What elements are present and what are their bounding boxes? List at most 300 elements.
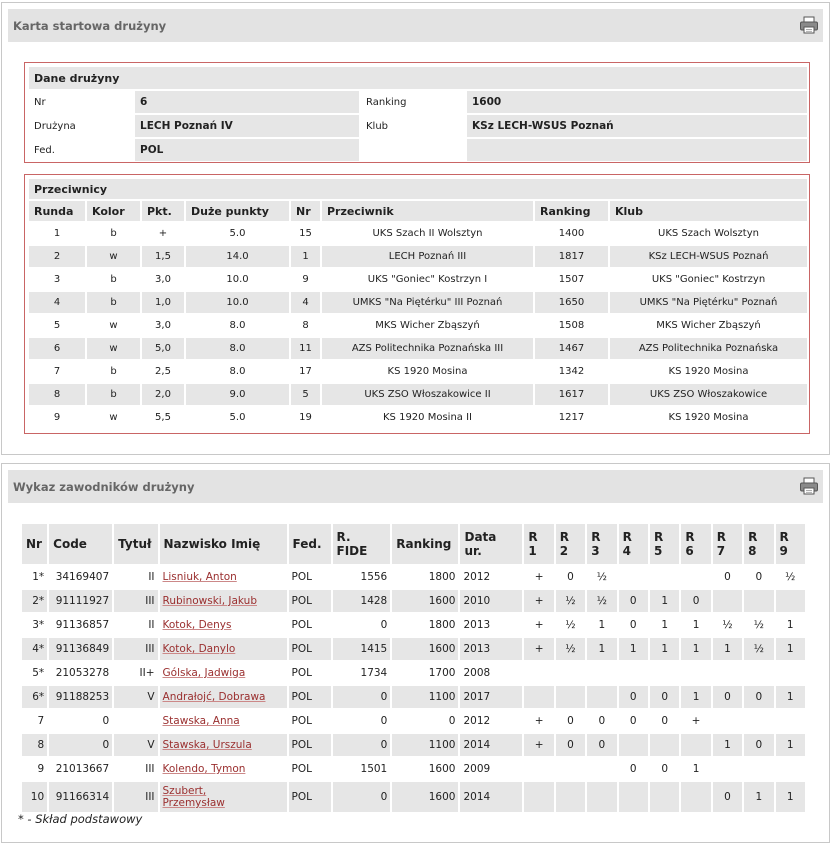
player-cell: 1501 <box>333 758 391 780</box>
opponent-cell: 8.0 <box>229 320 246 331</box>
player-cell: 0 <box>681 590 710 612</box>
player-cell <box>587 782 616 812</box>
opponent-cell: UMKS "Na Piętérku" Poznań <box>610 292 807 313</box>
player-name-link[interactable]: Kotok, Denys <box>162 619 232 631</box>
opponent-cell: w <box>109 320 118 331</box>
opponent-cell: 1 <box>291 246 320 267</box>
players-header-cell: R 1 <box>528 530 538 558</box>
opponent-cell: 9 <box>302 274 309 285</box>
player-cell: POL <box>289 614 331 636</box>
player-cell <box>114 710 157 732</box>
player-name-cell <box>160 662 287 684</box>
opponent-cell: 8.0 <box>186 338 289 359</box>
player-cell <box>776 758 805 780</box>
opponent-row <box>29 338 807 359</box>
player-cell: + <box>524 566 553 588</box>
opponent-cell: 8 <box>29 384 85 405</box>
opponent-row <box>29 361 807 382</box>
team-card-panel <box>1 2 830 455</box>
players-header-cell: R 6 <box>685 530 695 558</box>
players-header-cell: Nr <box>22 524 47 564</box>
player-name-link[interactable]: Kolendo, Tymon <box>162 763 246 775</box>
player-cell: ½ <box>556 638 585 660</box>
player-cell: 91136857 <box>49 614 112 636</box>
player-cell: 2014 <box>460 782 522 812</box>
player-cell: 0 <box>619 758 648 780</box>
player-cell: 1 <box>713 638 742 660</box>
player-cell: 1 <box>587 614 616 636</box>
player-name-cell <box>160 710 287 732</box>
player-cell: 1 <box>650 638 679 660</box>
opponent-cell: 5,5 <box>155 412 171 423</box>
player-cell: POL <box>289 734 331 756</box>
opponent-cell: 10.0 <box>226 274 249 285</box>
players-header-cell <box>333 524 391 564</box>
players-header-cell <box>681 524 710 564</box>
opponent-row <box>29 292 807 313</box>
player-cell: ½ <box>587 590 616 612</box>
value-club: KSz LECH-WSUS Poznań <box>467 115 807 137</box>
opponents-header-cell: Klub <box>610 201 807 221</box>
player-cell <box>776 590 805 612</box>
player-name-link[interactable]: Stawska, Urszula <box>162 739 252 751</box>
player-cell: ½ <box>556 614 585 636</box>
opponent-row <box>29 269 807 290</box>
player-cell: POL <box>289 686 331 708</box>
opponent-cell: 5.0 <box>229 412 246 423</box>
opponent-cell: KSz LECH-WSUS Poznań <box>610 246 807 267</box>
player-cell <box>587 686 616 708</box>
opponent-cell: 15 <box>299 228 312 239</box>
opponents-body <box>29 223 807 428</box>
player-cell: 0 <box>333 614 391 636</box>
player-cell <box>713 758 742 780</box>
player-row <box>22 758 805 780</box>
players-header-cell: Code <box>49 524 112 564</box>
player-cell: 2012 <box>460 710 522 732</box>
player-cell: 1 <box>776 782 805 812</box>
player-row <box>22 782 805 812</box>
player-cell: 4* <box>22 638 47 660</box>
player-row <box>22 686 805 708</box>
opponent-cell: AZS Politechnika Poznańska III <box>322 338 533 359</box>
players-title: Wykaz zawodników drużyny <box>13 480 195 494</box>
player-cell: 0 <box>744 734 773 756</box>
opponent-cell: UKS ZSO Włoszakowice II <box>322 384 533 405</box>
opponent-cell: AZS Politechnika Poznańska <box>610 338 807 359</box>
player-cell: ½ <box>556 590 585 612</box>
player-cell: II <box>114 566 157 588</box>
player-cell: 7 <box>22 710 47 732</box>
player-cell: 1800 <box>392 614 458 636</box>
player-cell: V <box>114 686 157 708</box>
players-header-cell: R 5 <box>653 530 664 558</box>
player-cell <box>650 734 679 756</box>
opponent-row <box>29 384 807 405</box>
opponent-cell: 1507 <box>558 274 585 285</box>
opponent-cell: MKS Wicher Zbąszyń <box>656 320 761 331</box>
player-cell: 0 <box>713 782 742 812</box>
player-cell: 9 <box>22 758 47 780</box>
player-cell <box>556 758 585 780</box>
player-name-cell <box>160 734 287 756</box>
player-cell: 1600 <box>392 758 458 780</box>
player-name-cell <box>160 566 287 588</box>
print-icon[interactable] <box>799 16 819 34</box>
player-cell: 0 <box>333 782 391 812</box>
opponent-cell: 3 <box>53 274 61 285</box>
opponent-cell: MKS Wicher Zbąszyń <box>375 320 480 331</box>
opponent-cell: KS 1920 Mosina <box>387 366 468 377</box>
player-cell: 0 <box>619 590 648 612</box>
opponent-cell: w <box>109 412 118 423</box>
player-cell: 1734 <box>333 662 391 684</box>
player-cell <box>776 710 805 732</box>
players-header-cell: R. FIDE <box>336 530 368 558</box>
player-cell: 0 <box>587 734 616 756</box>
player-cell <box>744 758 773 780</box>
player-cell: 1 <box>776 734 805 756</box>
opponent-cell: 11 <box>291 338 320 359</box>
player-cell: V <box>114 734 157 756</box>
opponent-cell: UMKS "Na Piętérku" III Poznań <box>322 292 533 313</box>
player-row <box>22 614 805 636</box>
player-cell: 0 <box>392 710 458 732</box>
print-icon[interactable] <box>799 477 819 495</box>
opponent-cell: w <box>87 246 140 267</box>
opponent-cell: 1508 <box>558 320 585 331</box>
player-cell: 34169407 <box>49 566 112 588</box>
players-header-cell: R 8 <box>748 530 758 558</box>
player-cell: II+ <box>114 662 157 684</box>
player-cell: 1 <box>776 686 805 708</box>
opponent-cell: 1400 <box>558 228 585 239</box>
opponent-cell: b <box>87 384 140 405</box>
label-fed: Fed. <box>29 139 133 161</box>
opponent-cell: UKS "Goniec" Kostrzyn <box>651 274 766 285</box>
opponent-cell: b <box>110 228 117 239</box>
players-header-cell <box>587 524 616 564</box>
opponents-header-cell: Ranking <box>535 201 608 221</box>
opponent-cell: 4 <box>291 292 320 313</box>
player-cell: 0 <box>333 710 391 732</box>
player-cell: 1 <box>587 638 616 660</box>
player-cell: 2017 <box>460 686 522 708</box>
value-team: LECH Poznań IV <box>135 115 359 137</box>
players-header-cell: Tytuł <box>114 524 157 564</box>
player-cell: 2012 <box>460 566 522 588</box>
label-nr: Nr <box>29 91 133 113</box>
player-cell <box>681 734 710 756</box>
empty-cell <box>467 139 807 161</box>
player-cell <box>713 710 742 732</box>
opponent-cell: 9 <box>53 412 61 423</box>
player-cell: 1556 <box>333 566 391 588</box>
player-row <box>22 662 805 684</box>
players-table <box>20 522 807 814</box>
player-cell <box>681 566 710 588</box>
players-header-cell <box>524 524 553 564</box>
players-header-cell: Data ur. <box>464 530 497 558</box>
opponent-cell: w <box>87 338 140 359</box>
player-cell <box>776 662 805 684</box>
player-cell: 91188253 <box>49 686 112 708</box>
players-panel <box>1 463 830 843</box>
opponents-header-cell: Kolor <box>87 201 140 221</box>
player-cell: 1 <box>713 734 742 756</box>
player-row <box>22 638 805 660</box>
player-cell: 1 <box>681 638 710 660</box>
player-cell <box>587 662 616 684</box>
player-cell: 0 <box>619 686 648 708</box>
player-cell: ½ <box>776 566 805 588</box>
player-cell <box>619 662 648 684</box>
player-cell <box>619 734 648 756</box>
player-row <box>22 734 805 756</box>
opponent-row <box>29 246 807 267</box>
opponent-cell: 1342 <box>558 366 585 377</box>
player-cell <box>556 686 585 708</box>
opponents-title: Przeciwnicy <box>29 179 807 199</box>
opponents-header-cell: Pkt. <box>142 201 184 221</box>
player-cell <box>744 662 773 684</box>
player-cell: 2013 <box>460 638 522 660</box>
player-cell: ½ <box>744 614 773 636</box>
player-cell <box>744 710 773 732</box>
player-cell: + <box>524 638 553 660</box>
player-cell <box>650 566 679 588</box>
players-header-cell: R 7 <box>716 530 726 558</box>
player-cell: 2013 <box>460 614 522 636</box>
opponent-row <box>29 223 807 244</box>
player-cell: 1428 <box>333 590 391 612</box>
player-cell: 0 <box>556 710 585 732</box>
opponent-cell: b <box>87 292 140 313</box>
team-info-box <box>24 62 810 163</box>
players-header-cell: R 4 <box>622 530 632 558</box>
team-card-header <box>8 9 823 42</box>
player-cell: 1 <box>650 590 679 612</box>
player-cell: 1800 <box>392 566 458 588</box>
opponent-cell: UKS ZSO Włoszakowice <box>610 384 807 405</box>
players-header-cell <box>744 524 773 564</box>
players-header-cell: Ranking <box>392 524 458 564</box>
player-cell: 21013667 <box>49 758 112 780</box>
player-name-link[interactable]: Andrałojć, Dobrawa <box>162 691 266 703</box>
player-cell: 2* <box>22 590 47 612</box>
opponent-cell: 1,5 <box>142 246 184 267</box>
player-cell: 6* <box>22 686 47 708</box>
players-header <box>8 470 823 503</box>
player-cell: III <box>114 758 157 780</box>
player-cell: 1700 <box>392 662 458 684</box>
player-cell: + <box>524 614 553 636</box>
player-cell <box>713 590 742 612</box>
player-cell: 0 <box>49 710 112 732</box>
player-cell: + <box>524 590 553 612</box>
players-header-cell <box>619 524 648 564</box>
opponent-cell: 19 <box>299 412 312 423</box>
player-cell: 0 <box>619 710 648 732</box>
value-fed: POL <box>135 139 359 161</box>
label-club: Klub <box>361 115 465 137</box>
player-cell: POL <box>289 782 331 812</box>
players-header-cell <box>713 524 742 564</box>
player-cell: 0 <box>650 710 679 732</box>
player-cell: 0 <box>556 734 585 756</box>
player-cell <box>619 566 648 588</box>
player-name-cell <box>160 758 287 780</box>
opponent-cell: 7 <box>53 366 61 377</box>
opponent-cell: 5 <box>291 384 320 405</box>
opponents-header-cell: Runda <box>29 201 85 221</box>
player-name-cell <box>160 590 287 612</box>
opponent-cell: 5,0 <box>142 338 184 359</box>
value-nr: 6 <box>135 91 359 113</box>
player-cell <box>713 662 742 684</box>
opponent-cell: 1,0 <box>142 292 184 313</box>
opponent-cell: KS 1920 Mosina <box>668 366 749 377</box>
footnote: * - Skład podstawowy <box>18 812 143 826</box>
opponent-cell: 9.0 <box>186 384 289 405</box>
player-cell: POL <box>289 566 331 588</box>
player-cell <box>650 662 679 684</box>
player-name-cell <box>160 686 287 708</box>
player-cell: + <box>524 710 553 732</box>
player-cell: 1600 <box>392 590 458 612</box>
players-header-cell <box>776 524 805 564</box>
player-cell: 1600 <box>392 638 458 660</box>
player-cell: 1100 <box>392 686 458 708</box>
player-cell <box>556 662 585 684</box>
players-body <box>22 566 805 812</box>
player-name-link[interactable]: Lisniuk, Anton <box>162 571 237 583</box>
player-cell: 91111927 <box>49 590 112 612</box>
player-cell: 1 <box>681 686 710 708</box>
player-cell: 1 <box>681 614 710 636</box>
player-cell: III <box>114 638 157 660</box>
player-name-link[interactable]: Szubert, Przemysław <box>162 785 225 809</box>
player-row <box>22 710 805 732</box>
player-name-cell <box>160 638 287 660</box>
opponent-cell: 8.0 <box>229 366 246 377</box>
player-cell: 1 <box>681 758 710 780</box>
player-cell: 2014 <box>460 734 522 756</box>
opponents-header-cell: Duże punkty <box>186 201 289 221</box>
opponents-header-cell: Przeciwnik <box>322 201 533 221</box>
player-cell: 8 <box>22 734 47 756</box>
opponent-cell: 1817 <box>535 246 608 267</box>
player-cell: 0 <box>587 710 616 732</box>
player-cell: 10 <box>22 782 47 812</box>
player-cell: ½ <box>587 566 616 588</box>
opponent-cell: 4 <box>29 292 85 313</box>
opponents-box <box>24 174 810 434</box>
player-cell: 0 <box>713 686 742 708</box>
opponent-cell: 3,0 <box>155 274 171 285</box>
player-cell: 0 <box>333 686 391 708</box>
opponent-cell: 1 <box>53 228 61 239</box>
players-header-row <box>22 524 805 564</box>
opponent-cell: 1617 <box>535 384 608 405</box>
player-cell <box>524 686 553 708</box>
opponent-cell: KS 1920 Mosina <box>668 412 749 423</box>
opponent-cell: 8 <box>302 320 309 331</box>
player-cell: ½ <box>744 638 773 660</box>
player-cell: 1 <box>744 782 773 812</box>
player-cell: 2009 <box>460 758 522 780</box>
player-cell: III <box>114 590 157 612</box>
player-cell: ½ <box>713 614 742 636</box>
label-ranking: Ranking <box>361 91 465 113</box>
opponent-cell: 6 <box>29 338 85 359</box>
player-cell <box>524 782 553 812</box>
opponent-cell: b <box>110 366 117 377</box>
player-cell: 21053278 <box>49 662 112 684</box>
player-cell: POL <box>289 758 331 780</box>
players-header-cell: Fed. <box>289 524 331 564</box>
players-header-cell: R 9 <box>779 530 789 558</box>
players-header-cell <box>650 524 679 564</box>
player-cell: POL <box>289 638 331 660</box>
opponent-cell: b <box>110 274 117 285</box>
player-cell: 91166314 <box>49 782 112 812</box>
team-card-title: Karta startowa drużyny <box>13 19 167 33</box>
players-header-cell: Nazwisko Imię <box>160 524 287 564</box>
player-cell: 91136849 <box>49 638 112 660</box>
player-cell <box>556 782 585 812</box>
player-cell: 0 <box>744 686 773 708</box>
team-info-title: Dane drużyny <box>29 67 807 89</box>
opponent-cell: 1467 <box>535 338 608 359</box>
player-cell <box>619 782 648 812</box>
player-cell: 1600 <box>392 782 458 812</box>
opponent-cell: UKS Szach II Wolsztyn <box>372 228 483 239</box>
player-name-cell <box>160 782 287 812</box>
player-cell <box>681 662 710 684</box>
player-cell: 0 <box>650 686 679 708</box>
opponent-cell: + <box>158 228 168 239</box>
player-cell: 0 <box>49 734 112 756</box>
player-cell: 1100 <box>392 734 458 756</box>
player-cell: II <box>114 614 157 636</box>
opponents-header-row <box>29 201 807 221</box>
empty-cell <box>361 139 465 161</box>
player-cell: + <box>681 710 710 732</box>
player-cell: 0 <box>333 734 391 756</box>
player-cell: 1 <box>650 614 679 636</box>
opponents-table <box>27 177 809 430</box>
opponent-cell: 1217 <box>558 412 585 423</box>
opponent-cell: 5 <box>53 320 61 331</box>
opponent-cell: 3,0 <box>155 320 171 331</box>
player-name-link[interactable]: Gólska, Jadwiga <box>162 667 246 679</box>
player-cell: 1415 <box>333 638 391 660</box>
player-cell: III <box>114 782 157 812</box>
players-header-cell: R 2 <box>559 530 570 558</box>
player-name-link[interactable]: Rubinowski, Jakub <box>162 595 257 607</box>
player-cell: 0 <box>619 614 648 636</box>
player-name-link[interactable]: Kotok, Danylo <box>162 643 236 655</box>
players-header-cell <box>460 524 522 564</box>
player-name-link[interactable]: Stawska, Anna <box>162 715 240 727</box>
opponent-cell: 2,0 <box>142 384 184 405</box>
player-cell: 5* <box>22 662 47 684</box>
player-row <box>22 590 805 612</box>
player-cell: 1 <box>776 614 805 636</box>
player-cell: + <box>524 734 553 756</box>
player-cell <box>744 590 773 612</box>
